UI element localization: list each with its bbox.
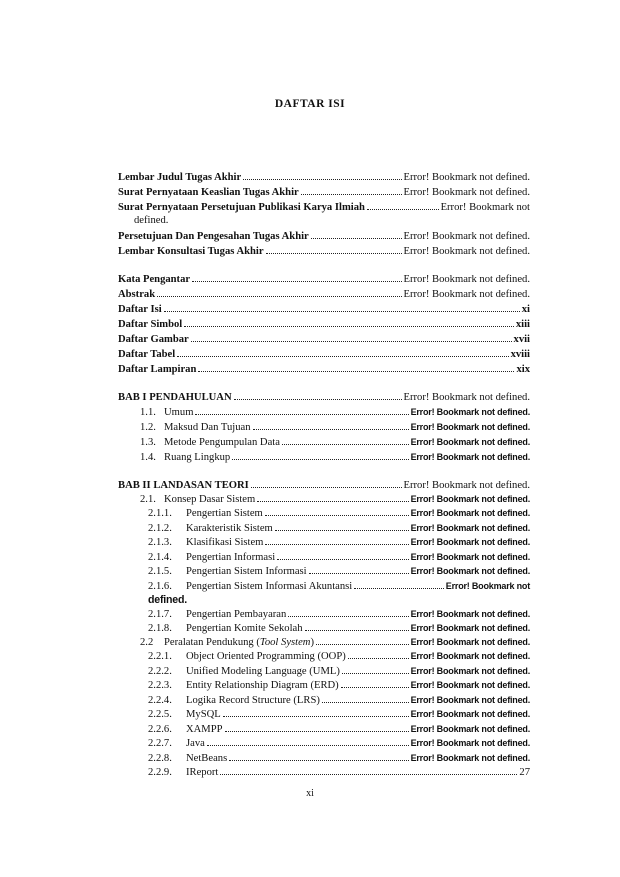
toc-chapter[interactable]: [118, 478, 530, 492]
toc-entry-page: Error! Bookmark not: [440, 202, 530, 213]
page-title: DAFTAR ISI: [274, 98, 346, 110]
toc-entry-label: Unified Modeling Language (UML): [186, 666, 340, 677]
toc-entry-number: 2.1.4.: [148, 552, 172, 563]
toc-entry-label: MySQL: [186, 709, 221, 720]
toc-entry[interactable]: [118, 170, 530, 184]
toc-entry-page: Error! Bookmark not defined.: [410, 695, 530, 705]
toc-entry-label: Persetujuan Dan Pengesahan Tugas Akhir: [118, 231, 309, 242]
toc-entry[interactable]: [140, 635, 530, 649]
toc-entry-label: Metode Pengumpulan Data: [164, 437, 280, 448]
page-number: xi: [306, 788, 314, 799]
toc-entry-label: Maksud Dan Tujuan: [164, 422, 251, 433]
toc-entry-page: xix: [516, 364, 530, 375]
toc-entry[interactable]: [148, 693, 530, 707]
toc-entry-page: 27: [519, 767, 530, 778]
toc-entry-page: Error! Bookmark not defined.: [410, 523, 530, 533]
toc-entry-label: Pengertian Sistem Informasi: [186, 566, 307, 577]
toc-entry-page: Error! Bookmark not defined.: [403, 231, 530, 242]
toc-entry-number: 2.2.5.: [148, 709, 172, 720]
toc-entry-number: 2.1.3.: [148, 537, 172, 548]
toc-entry[interactable]: [148, 506, 530, 520]
toc-entry[interactable]: [118, 272, 530, 286]
toc-entry-label: Karakteristik Sistem: [186, 523, 273, 534]
toc-entry-page: Error! Bookmark not defined.: [410, 508, 530, 518]
toc-entry-page: Error! Bookmark not defined.: [410, 623, 530, 633]
toc-entry-page: Error! Bookmark not defined.: [410, 753, 530, 763]
toc-chapter[interactable]: [118, 390, 530, 404]
toc-entry-label: Peralatan Pendukung (Tool System): [164, 637, 314, 648]
toc-entry[interactable]: [140, 420, 530, 434]
toc-entry-page: Error! Bookmark not defined.: [410, 666, 530, 676]
toc-entry-number: 2.2.1.: [148, 651, 172, 662]
toc-entry[interactable]: [140, 492, 530, 506]
toc-entry-number: 2.2.3.: [148, 680, 172, 691]
toc-entry-label: IReport: [186, 767, 219, 778]
toc-entry[interactable]: [148, 607, 530, 621]
toc-entry-number: 2.1.6.: [148, 581, 172, 592]
toc-entry[interactable]: [148, 765, 530, 779]
toc-entry-page: Error! Bookmark not defined.: [410, 537, 530, 547]
toc-entry-number: 1.3.: [140, 437, 156, 448]
toc-entry-page: Error! Bookmark not defined.: [403, 187, 530, 198]
toc-entry-page: Error! Bookmark not defined.: [410, 422, 530, 432]
toc-entry[interactable]: [118, 347, 530, 361]
toc-entry-label: Pengertian Komite Sekolah: [186, 623, 303, 634]
toc-entry-page: xi: [521, 304, 530, 315]
toc-entry[interactable]: [118, 244, 530, 258]
toc-entry-label: Lembar Konsultasi Tugas Akhir: [118, 246, 264, 257]
toc-entry[interactable]: [140, 405, 530, 419]
toc-entry-label: BAB II LANDASAN TEORI: [118, 480, 249, 491]
toc-entry-number: 2.2.8.: [148, 753, 172, 764]
toc-entry-label: XAMPP: [186, 724, 223, 735]
toc-entry[interactable]: [148, 550, 530, 564]
toc-entry[interactable]: [118, 185, 530, 199]
toc-entry[interactable]: [148, 521, 530, 535]
toc-entry-label: Surat Pernyataan Keaslian Tugas Akhir: [118, 187, 299, 198]
toc-entry-number: 2.1.5.: [148, 566, 172, 577]
toc-entry[interactable]: [118, 229, 530, 243]
toc-entry-label: Pengertian Pembayaran: [186, 609, 287, 620]
toc-entry-page: Error! Bookmark not defined.: [410, 680, 530, 690]
toc-entry-page: xiii: [515, 319, 530, 330]
toc-entry[interactable]: [140, 450, 530, 464]
toc-entry-page: Error! Bookmark not defined.: [410, 609, 530, 619]
toc-entry-label: Konsep Dasar Sistem: [164, 494, 256, 505]
toc-entry-label: Pengertian Sistem Informasi Akuntansi: [186, 581, 353, 592]
toc-entry-number: 1.1.: [140, 407, 156, 418]
toc-entry-number: 2.2.6.: [148, 724, 172, 735]
toc-entry-label: Daftar Lampiran: [118, 364, 197, 375]
toc-entry[interactable]: [118, 200, 530, 214]
toc-entry[interactable]: [118, 332, 530, 346]
toc-entry-label: Daftar Tabel: [118, 349, 176, 360]
toc-entry[interactable]: [148, 736, 530, 750]
toc-entry-page: Error! Bookmark not defined.: [403, 289, 530, 300]
toc-entry-page: Error! Bookmark not defined.: [410, 709, 530, 719]
toc-entry-page: Error! Bookmark not defined.: [410, 724, 530, 734]
toc-entry[interactable]: [118, 287, 530, 301]
toc-entry[interactable]: [148, 664, 530, 678]
toc-entry-label: Klasifikasi Sistem: [186, 537, 264, 548]
toc-entry-continuation: defined.: [134, 215, 169, 226]
toc-entry-label: Logika Record Structure (LRS): [186, 695, 320, 706]
toc-entry-number: 2.2.7.: [148, 738, 172, 749]
toc-entry-page: Error! Bookmark not defined.: [410, 452, 530, 462]
toc-entry-page: Error! Bookmark not: [445, 581, 530, 591]
toc-entry-number: 1.4.: [140, 452, 156, 463]
toc-entry-label: Abstrak: [118, 289, 156, 300]
toc-entry[interactable]: [118, 302, 530, 316]
toc-entry-page: xvii: [513, 334, 530, 345]
toc-entry-page: Error! Bookmark not defined.: [403, 274, 530, 285]
toc-entry-number: 2.1.1.: [148, 508, 172, 519]
toc-entry-page: Error! Bookmark not defined.: [410, 637, 530, 647]
toc-entry-page: Error! Bookmark not defined.: [410, 494, 530, 504]
toc-entry[interactable]: [118, 362, 530, 376]
toc-entry[interactable]: [140, 435, 530, 449]
toc-entry-number: 2.2.9.: [148, 767, 172, 778]
toc-entry-label: Umum: [164, 407, 194, 418]
toc-entry-label: Pengertian Informasi: [186, 552, 276, 563]
toc-entry-label: Java: [186, 738, 205, 749]
toc-entry[interactable]: [148, 579, 530, 593]
toc-entry-page: Error! Bookmark not defined.: [410, 651, 530, 661]
toc-entry[interactable]: [148, 564, 530, 578]
toc-entry-page: Error! Bookmark not defined.: [410, 437, 530, 447]
toc-entry-page: Error! Bookmark not defined.: [410, 738, 530, 748]
toc-entry-number: 2.1.: [140, 494, 156, 505]
toc-entry[interactable]: [148, 535, 530, 549]
toc-entry-page: xviii: [510, 349, 530, 360]
toc-entry[interactable]: [148, 649, 530, 663]
toc-entry-label: Ruang Lingkup: [164, 452, 231, 463]
toc-entry-label: Daftar Gambar: [118, 334, 189, 345]
toc-entry-label: Kata Pengantar: [118, 274, 191, 285]
toc-entry-page: Error! Bookmark not defined.: [403, 392, 530, 403]
toc-entry-page: Error! Bookmark not defined.: [410, 566, 530, 576]
toc-entry-number: 1.2.: [140, 422, 156, 433]
toc-entry-continuation: defined.: [148, 594, 188, 606]
toc-entry-label: Daftar Isi: [118, 304, 162, 315]
toc-entry[interactable]: [148, 678, 530, 692]
toc-entry-label: Surat Pernyataan Persetujuan Publikasi Karya Ilmiah: [118, 202, 365, 213]
toc-entry-page: Error! Bookmark not defined.: [410, 552, 530, 562]
toc-entry-label: Pengertian Sistem: [186, 508, 263, 519]
toc-entry[interactable]: [148, 621, 530, 635]
toc-entry[interactable]: [148, 707, 530, 721]
toc-entry-label: Daftar Simbol: [118, 319, 183, 330]
toc-entry-label: Entity Relationship Diagram (ERD): [186, 680, 339, 691]
toc-entry-label: Object Oriented Programming (OOP): [186, 651, 346, 662]
toc-entry-page: Error! Bookmark not defined.: [403, 172, 530, 183]
toc-entry[interactable]: [148, 722, 530, 736]
toc-entry[interactable]: [118, 317, 530, 331]
toc-entry[interactable]: [148, 751, 530, 765]
toc-entry-label: BAB I PENDAHULUAN: [118, 392, 232, 403]
toc-entry-number: 2.2: [140, 637, 154, 648]
toc-entry-number: 2.2.2.: [148, 666, 172, 677]
toc-entry-number: 2.1.7.: [148, 609, 172, 620]
toc-entry-number: 2.1.8.: [148, 623, 172, 634]
toc-entry-page: Error! Bookmark not defined.: [403, 480, 530, 491]
toc-entry-number: 2.2.4.: [148, 695, 172, 706]
toc-entry-page: Error! Bookmark not defined.: [403, 246, 530, 257]
toc-entry-page: Error! Bookmark not defined.: [410, 407, 530, 417]
toc-entry-label: Lembar Judul Tugas Akhir: [118, 172, 242, 183]
toc-entry-label: NetBeans: [186, 753, 228, 764]
toc-entry-number: 2.1.2.: [148, 523, 172, 534]
